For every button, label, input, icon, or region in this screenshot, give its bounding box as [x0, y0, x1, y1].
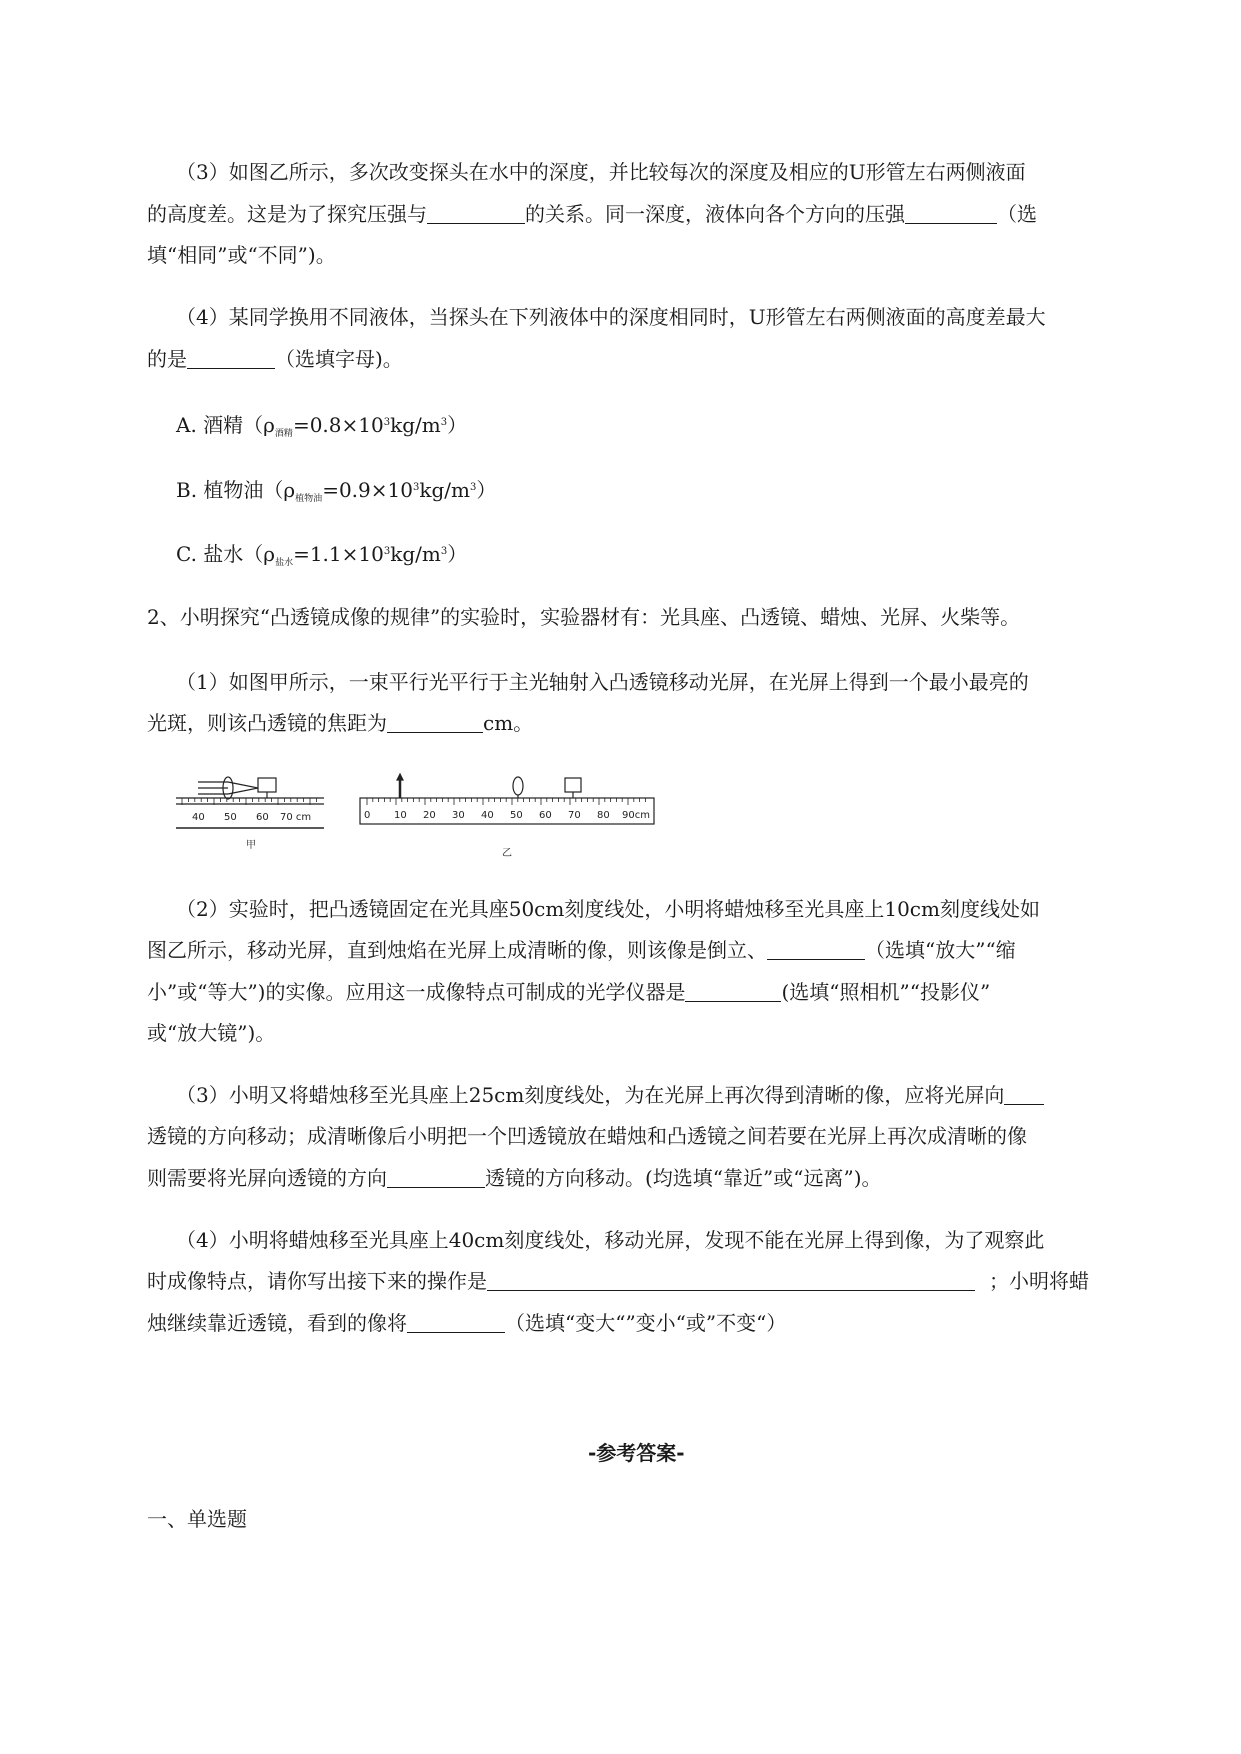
tick-label: 10: [394, 810, 407, 821]
answer-blank[interactable]: [187, 348, 275, 369]
answer-blank[interactable]: [767, 939, 865, 960]
q2-part4-line3: 烛继续靠近透镜，看到的像将 （选填“变大“”变小“或”不变“）: [147, 1311, 787, 1335]
yi-tick-marks: [367, 798, 645, 805]
tick-label: 40: [192, 812, 205, 823]
q2-part2-line3: 小”或“等大”)的实像。应用这一成像特点可制成的光学仪器是 (选填“照相机”“投影仪”: [147, 980, 991, 1004]
q2-intro: 2、小明探究“凸透镜成像的规律”的实验时，实验器材有：光具座、凸透镜、蜡烛、光屏、火柴等。: [147, 605, 1021, 629]
screen-icon: [258, 778, 276, 792]
q1-part4-line2: 的是 （选填字母)。: [147, 347, 403, 371]
tick-label: 70 cm: [280, 812, 312, 823]
q2-part3-line3: 则需要将光屏向透镜的方向 透镜的方向移动。(均选填“靠近”或“远离”)。: [147, 1166, 882, 1190]
q1-part3-line2: 的高度差。这是为了探究压强与 的关系。同一深度，液体向各个方向的压强 （选: [147, 202, 1037, 226]
q2-part3-line2: 透镜的方向移动；成清晰像后小明把一个凹透镜放在蜡烛和凸透镜之间若要在光屏上再次成清晰的像: [147, 1124, 1027, 1148]
tick-label: 40: [481, 810, 494, 821]
tick-label: 30: [452, 810, 465, 821]
tick-label: 0: [364, 810, 371, 821]
q1-part4-line1: （4）某同学换用不同液体，当探头在下列液体中的深度相同时，U形管左右两侧液面的高度差最大: [176, 305, 1046, 329]
q2-part1-line2: 光斑，则该凸透镜的焦距为 cm。: [147, 711, 534, 735]
q2-part4-line2: 时成像特点，请你写出接下来的操作是 ；小明将蜡: [147, 1269, 1089, 1293]
answer-blank[interactable]: [1004, 1084, 1044, 1105]
q1-part3-line3: 填“相同”或“不同”)。: [147, 243, 336, 267]
tick-label: 60: [256, 812, 269, 823]
lens-icon: [513, 777, 523, 795]
tick-label: 20: [423, 810, 436, 821]
answers-title: -参考答案-: [588, 1441, 685, 1465]
yi-tick-labels: [364, 810, 650, 821]
answer-blank[interactable]: [427, 203, 525, 224]
tick-label: 80: [597, 810, 610, 821]
q2-part1-line1: （1）如图甲所示，一束平行光平行于主光轴射入凸透镜移动光屏，在光屏上得到一个最小最亮的: [176, 670, 1029, 694]
figure-caption-jia: 甲: [246, 840, 256, 851]
option-b: B. 植物油$(\rho_{植物油}=0.9\times 10^3kg/m^3)$: [176, 478, 497, 504]
tick-label: 50: [510, 810, 523, 821]
tick-label: 90cm: [622, 810, 650, 821]
option-a: A. 酒精$(\rho_{酒精}=0.8\times 10^3kg/m^3)$: [176, 413, 468, 439]
q2-part2-line1: （2）实验时，把凸透镜固定在光具座50cm刻度线处，小明将蜡烛移至光具座上10cm刻度线处如: [176, 897, 1040, 921]
q2-part3-line1: （3）小明又将蜡烛移至光具座上25cm刻度线处，为在光屏上再次得到清晰的像，应将光屏向: [176, 1081, 1044, 1109]
jia-tick-labels: [192, 812, 311, 823]
answer-blank[interactable]: [407, 1312, 505, 1333]
screen-icon: [565, 778, 581, 792]
q2-part4-line1: （4）小明将蜡烛移至光具座上40cm刻度线处，移动光屏，发现不能在光屏上得到像，为了观察此: [176, 1228, 1045, 1252]
answers-section-1: 一、单选题: [147, 1507, 247, 1531]
option-c: C. 盐水$(\rho_{盐水}=1.1\times 10^3kg/m^3)$: [176, 542, 468, 568]
tick-label: 50: [224, 812, 237, 823]
answer-blank[interactable]: [905, 203, 997, 224]
answer-blank[interactable]: [487, 1270, 975, 1291]
tick-label: 70: [568, 810, 581, 821]
figure-caption-yi: 乙: [502, 848, 512, 859]
tick-label: 60: [539, 810, 552, 821]
answer-blank[interactable]: [685, 981, 781, 1002]
answer-blank[interactable]: [387, 1167, 485, 1188]
q2-part2-line4: 或“放大镜”)。: [147, 1021, 276, 1045]
optical-bench-figure: [176, 770, 656, 870]
q2-part2-line2: 图乙所示，移动光屏，直到烛焰在光屏上成清晰的像，则该像是倒立、 （选填“放大”“缩: [147, 938, 1016, 962]
q1-part3-line1: （3）如图乙所示，多次改变探头在水中的深度，并比较每次的深度及相应的U形管左右两侧液面: [176, 160, 1026, 184]
answer-blank[interactable]: [387, 712, 483, 733]
